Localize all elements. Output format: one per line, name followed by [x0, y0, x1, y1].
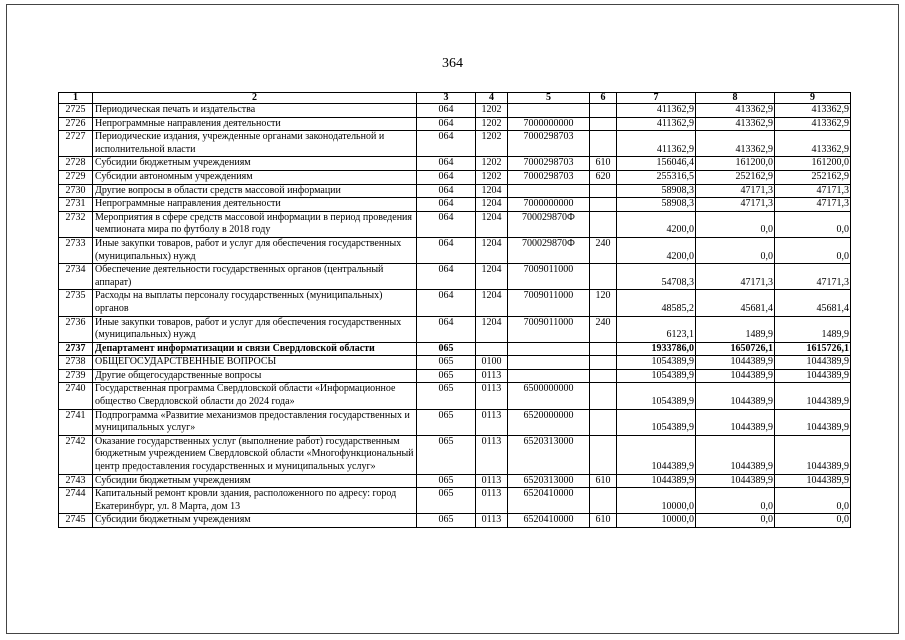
col-5-code: 7000298703: [508, 157, 590, 171]
col-6-code: [590, 184, 617, 198]
col-3-code: 064: [417, 170, 476, 184]
col-3-code: 065: [417, 474, 476, 488]
col-4-code: 1204: [476, 198, 508, 212]
col-4-code: 1204: [476, 211, 508, 237]
col-6-code: [590, 435, 617, 474]
col-9-value: 413362,9: [775, 131, 851, 157]
col-9-value: 47171,3: [775, 198, 851, 212]
col-3-code: 065: [417, 383, 476, 409]
row-name: Государственная программа Свердловской области «Информационное общество Свердловской области до 2024 года»: [93, 383, 417, 409]
table-row: [59, 264, 851, 290]
col-4-code: 1204: [476, 184, 508, 198]
col-5-code: 7000298703: [508, 131, 590, 157]
row-name: Расходы на выплаты персоналу государственных (муниципальных) органов: [93, 290, 417, 316]
col-9-value: 252162,9: [775, 170, 851, 184]
col-8-value: 1044389,9: [696, 474, 775, 488]
col-3-code: 064: [417, 211, 476, 237]
col-8-value: 47171,3: [696, 184, 775, 198]
table-row: [59, 211, 851, 237]
col-8-value: 0,0: [696, 488, 775, 514]
col-7-value: 1054389,9: [617, 383, 696, 409]
col-8-value: 47171,3: [696, 264, 775, 290]
col-7-value: 1044389,9: [617, 474, 696, 488]
col-8-value: 1650726,1: [696, 342, 775, 356]
row-name: Субсидии бюджетным учреждениям: [93, 157, 417, 171]
table-row: [59, 514, 851, 528]
col-5-code: [508, 342, 590, 356]
col-5-code: 7000298703: [508, 170, 590, 184]
col-3-code: 064: [417, 237, 476, 263]
col-4-code: 1204: [476, 316, 508, 342]
col-7-value: 411362,9: [617, 117, 696, 131]
col-5-code: [508, 356, 590, 370]
row-name: Капитальный ремонт кровли здания, расположенного по адресу: город Екатеринбург, ул. 8 Марта, дом 13: [93, 488, 417, 514]
col-9-value: 413362,9: [775, 104, 851, 118]
col-7-value: 6123,1: [617, 316, 696, 342]
column-header: 6: [590, 93, 617, 104]
col-7-value: 1933786,0: [617, 342, 696, 356]
col-9-value: 45681,4: [775, 290, 851, 316]
col-3-code: 064: [417, 290, 476, 316]
col-5-code: 7009011000: [508, 290, 590, 316]
table-row: [59, 237, 851, 263]
col-4-code: 1204: [476, 237, 508, 263]
col-7-value: 4200,0: [617, 237, 696, 263]
col-6-code: [590, 369, 617, 383]
col-4-code: 0113: [476, 488, 508, 514]
col-9-value: 1044389,9: [775, 435, 851, 474]
col-3-code: 065: [417, 342, 476, 356]
row-number: 2737: [59, 342, 93, 356]
col-6-code: [590, 488, 617, 514]
col-7-value: 411362,9: [617, 104, 696, 118]
row-number: 2729: [59, 170, 93, 184]
col-7-value: 411362,9: [617, 131, 696, 157]
col-3-code: 065: [417, 488, 476, 514]
row-number: 2741: [59, 409, 93, 435]
column-header: 9: [775, 93, 851, 104]
col-7-value: 58908,3: [617, 184, 696, 198]
row-number: 2725: [59, 104, 93, 118]
col-6-code: [590, 409, 617, 435]
column-header: 5: [508, 93, 590, 104]
col-3-code: 064: [417, 117, 476, 131]
col-4-code: 0113: [476, 514, 508, 528]
col-9-value: 1044389,9: [775, 474, 851, 488]
col-7-value: 1054389,9: [617, 369, 696, 383]
col-9-value: 47171,3: [775, 184, 851, 198]
col-5-code: [508, 369, 590, 383]
row-number: 2745: [59, 514, 93, 528]
col-6-code: 620: [590, 170, 617, 184]
col-5-code: 7009011000: [508, 264, 590, 290]
col-3-code: 065: [417, 409, 476, 435]
col-4-code: 1204: [476, 264, 508, 290]
row-name: Субсидии бюджетным учреждениям: [93, 474, 417, 488]
col-3-code: 064: [417, 198, 476, 212]
col-5-code: [508, 184, 590, 198]
col-3-code: 064: [417, 316, 476, 342]
col-8-value: 0,0: [696, 211, 775, 237]
row-number: 2728: [59, 157, 93, 171]
column-header: 8: [696, 93, 775, 104]
col-5-code: 6520313000: [508, 435, 590, 474]
col-8-value: 1044389,9: [696, 369, 775, 383]
table-row: [59, 104, 851, 118]
row-number: 2730: [59, 184, 93, 198]
col-3-code: 065: [417, 356, 476, 370]
col-4-code: 0113: [476, 369, 508, 383]
row-name: Иные закупки товаров, работ и услуг для обеспечения государственных (муниципальных) нужд: [93, 237, 417, 263]
row-number: 2743: [59, 474, 93, 488]
table-row: [59, 356, 851, 370]
col-7-value: 10000,0: [617, 488, 696, 514]
col-6-code: [590, 342, 617, 356]
row-name: Периодическая печать и издательства: [93, 104, 417, 118]
col-9-value: 0,0: [775, 488, 851, 514]
col-4-code: 0100: [476, 356, 508, 370]
col-7-value: 48585,2: [617, 290, 696, 316]
col-9-value: 1615726,1: [775, 342, 851, 356]
column-header: 3: [417, 93, 476, 104]
row-number: 2740: [59, 383, 93, 409]
col-8-value: 413362,9: [696, 104, 775, 118]
col-8-value: 45681,4: [696, 290, 775, 316]
col-6-code: 120: [590, 290, 617, 316]
col-7-value: 10000,0: [617, 514, 696, 528]
col-8-value: 252162,9: [696, 170, 775, 184]
col-4-code: 1202: [476, 170, 508, 184]
col-6-code: [590, 104, 617, 118]
col-6-code: 610: [590, 474, 617, 488]
col-8-value: 0,0: [696, 514, 775, 528]
row-number: 2738: [59, 356, 93, 370]
col-9-value: 0,0: [775, 211, 851, 237]
col-6-code: 240: [590, 316, 617, 342]
row-name: Непрограммные направления деятельности: [93, 198, 417, 212]
col-9-value: 0,0: [775, 237, 851, 263]
col-8-value: 161200,0: [696, 157, 775, 171]
column-header: 2: [93, 93, 417, 104]
col-7-value: 1044389,9: [617, 435, 696, 474]
table-row: [59, 198, 851, 212]
col-6-code: [590, 198, 617, 212]
table-row: [59, 488, 851, 514]
table-row: [59, 184, 851, 198]
row-number: 2727: [59, 131, 93, 157]
col-8-value: 1044389,9: [696, 435, 775, 474]
col-8-value: 1044389,9: [696, 383, 775, 409]
col-3-code: 064: [417, 157, 476, 171]
col-5-code: 700029870Ф: [508, 237, 590, 263]
col-5-code: 6520313000: [508, 474, 590, 488]
col-4-code: 0113: [476, 474, 508, 488]
table-row: [59, 316, 851, 342]
page-number: 364: [442, 56, 463, 71]
col-4-code: 0113: [476, 383, 508, 409]
col-5-code: 700029870Ф: [508, 211, 590, 237]
row-name: Периодические издания, учрежденные органами законодательной и исполнительной власти: [93, 131, 417, 157]
col-6-code: 610: [590, 157, 617, 171]
table-row: [59, 435, 851, 474]
row-number: 2744: [59, 488, 93, 514]
row-name: Департамент информатизации и связи Свердловской области: [93, 342, 417, 356]
table-row: [59, 117, 851, 131]
col-9-value: 1489,9: [775, 316, 851, 342]
col-3-code: 065: [417, 369, 476, 383]
row-number: 2726: [59, 117, 93, 131]
row-number: 2732: [59, 211, 93, 237]
col-5-code: [508, 104, 590, 118]
row-name: ОБЩЕГОСУДАРСТВЕННЫЕ ВОПРОСЫ: [93, 356, 417, 370]
col-9-value: 1044389,9: [775, 369, 851, 383]
col-6-code: 240: [590, 237, 617, 263]
row-name: Другие вопросы в области средств массовой информации: [93, 184, 417, 198]
row-number: 2733: [59, 237, 93, 263]
table-row: [59, 170, 851, 184]
table-row: [59, 383, 851, 409]
column-header: 7: [617, 93, 696, 104]
table-header-row: [59, 93, 851, 104]
col-7-value: 54708,3: [617, 264, 696, 290]
col-8-value: 1489,9: [696, 316, 775, 342]
table-row: [59, 342, 851, 356]
col-7-value: 1054389,9: [617, 356, 696, 370]
row-name: Другие общегосударственные вопросы: [93, 369, 417, 383]
col-8-value: 413362,9: [696, 131, 775, 157]
row-number: 2731: [59, 198, 93, 212]
col-7-value: 156046,4: [617, 157, 696, 171]
row-name: Иные закупки товаров, работ и услуг для обеспечения государственных (муниципальных) нужд: [93, 316, 417, 342]
col-4-code: 1202: [476, 104, 508, 118]
col-4-code: 1202: [476, 117, 508, 131]
col-6-code: [590, 383, 617, 409]
col-6-code: [590, 356, 617, 370]
row-name: Подпрограмма «Развитие механизмов предоставления государственных и муниципальных услуг»: [93, 409, 417, 435]
row-name: Субсидии автономным учреждениям: [93, 170, 417, 184]
col-8-value: 413362,9: [696, 117, 775, 131]
row-name: Обеспечение деятельности государственных органов (центральный аппарат): [93, 264, 417, 290]
table-row: [59, 157, 851, 171]
col-7-value: 58908,3: [617, 198, 696, 212]
col-9-value: 1044389,9: [775, 383, 851, 409]
col-9-value: 1044389,9: [775, 356, 851, 370]
column-header: 4: [476, 93, 508, 104]
row-name: Оказание государственных услуг (выполнение работ) государственным бюджетным учреждением Свердловской области «Многофункциональный центр предоставления государственных и муниципальных услуг»: [93, 435, 417, 474]
col-3-code: 064: [417, 184, 476, 198]
col-8-value: 47171,3: [696, 198, 775, 212]
row-number: 2735: [59, 290, 93, 316]
col-3-code: 064: [417, 264, 476, 290]
col-7-value: 4200,0: [617, 211, 696, 237]
col-8-value: 1044389,9: [696, 409, 775, 435]
table-row: [59, 409, 851, 435]
col-5-code: 6500000000: [508, 383, 590, 409]
col-4-code: 1202: [476, 131, 508, 157]
table-row: [59, 369, 851, 383]
row-number: 2736: [59, 316, 93, 342]
col-3-code: 065: [417, 514, 476, 528]
col-9-value: 161200,0: [775, 157, 851, 171]
col-4-code: 1204: [476, 290, 508, 316]
col-4-code: [476, 342, 508, 356]
col-9-value: 0,0: [775, 514, 851, 528]
col-3-code: 064: [417, 104, 476, 118]
row-number: 2734: [59, 264, 93, 290]
col-5-code: 7009011000: [508, 316, 590, 342]
column-header: 1: [59, 93, 93, 104]
row-name: Субсидии бюджетным учреждениям: [93, 514, 417, 528]
col-7-value: 1054389,9: [617, 409, 696, 435]
col-8-value: 0,0: [696, 237, 775, 263]
table-row: [59, 131, 851, 157]
col-5-code: 7000000000: [508, 117, 590, 131]
col-5-code: 6520410000: [508, 488, 590, 514]
col-9-value: 47171,3: [775, 264, 851, 290]
col-5-code: 7000000000: [508, 198, 590, 212]
col-6-code: [590, 211, 617, 237]
col-3-code: 065: [417, 435, 476, 474]
col-6-code: [590, 117, 617, 131]
col-6-code: [590, 131, 617, 157]
col-5-code: 6520000000: [508, 409, 590, 435]
col-4-code: 0113: [476, 409, 508, 435]
row-number: 2742: [59, 435, 93, 474]
col-6-code: [590, 264, 617, 290]
col-9-value: 1044389,9: [775, 409, 851, 435]
col-4-code: 1202: [476, 157, 508, 171]
col-6-code: 610: [590, 514, 617, 528]
row-name: Непрограммные направления деятельности: [93, 117, 417, 131]
table-row: [59, 474, 851, 488]
budget-table: [58, 92, 851, 528]
col-7-value: 255316,5: [617, 170, 696, 184]
col-5-code: 6520410000: [508, 514, 590, 528]
col-8-value: 1044389,9: [696, 356, 775, 370]
row-number: 2739: [59, 369, 93, 383]
col-9-value: 413362,9: [775, 117, 851, 131]
col-4-code: 0113: [476, 435, 508, 474]
table-row: [59, 290, 851, 316]
col-3-code: 064: [417, 131, 476, 157]
row-name: Мероприятия в сфере средств массовой информации в период проведения чемпионата мира по футболу в 2018 году: [93, 211, 417, 237]
